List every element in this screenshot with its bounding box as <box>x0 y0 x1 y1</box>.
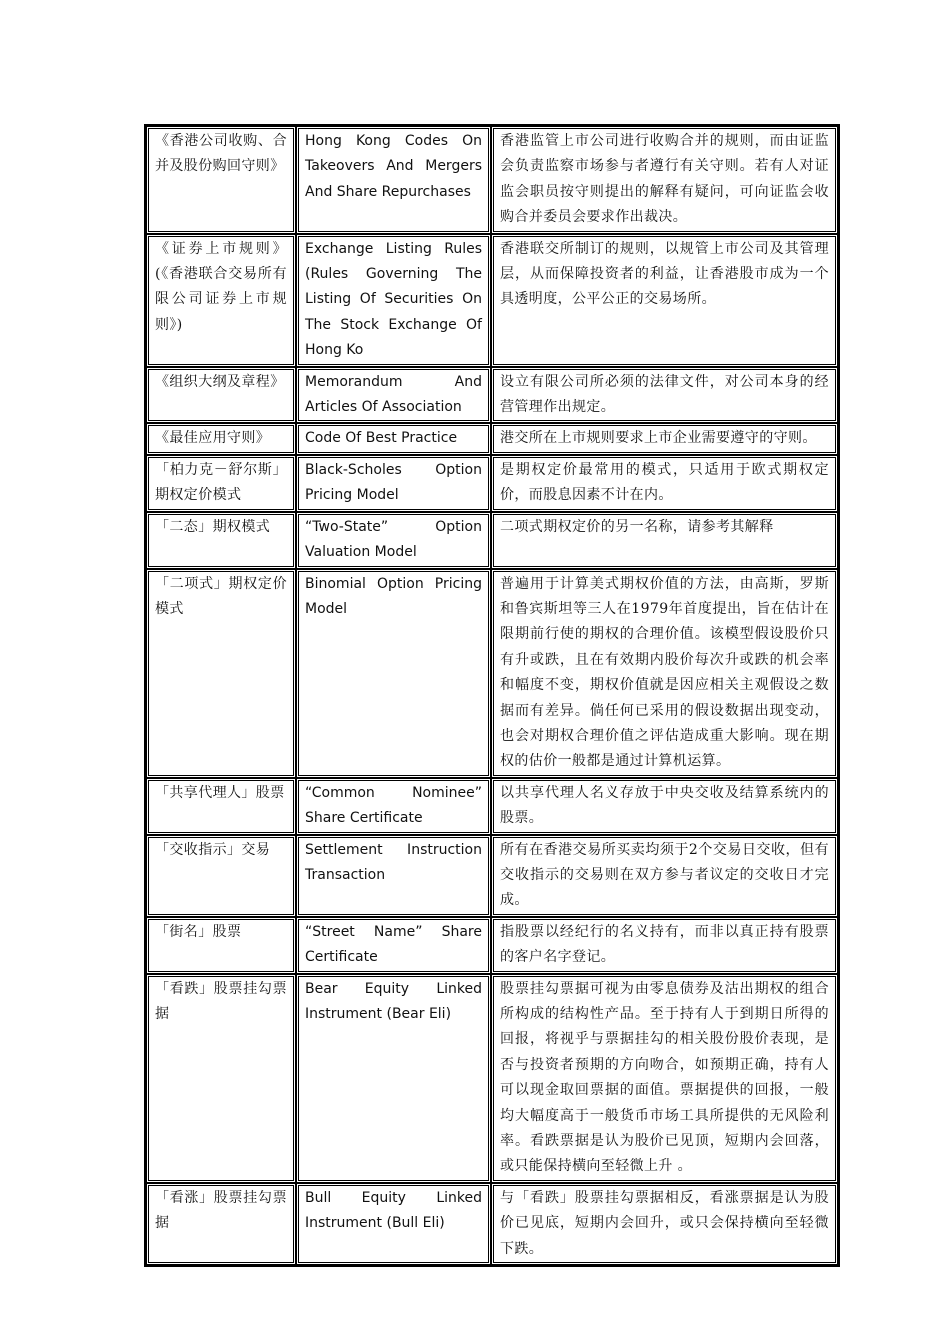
english-term-cell: Settlement Instruction Transaction <box>296 835 491 917</box>
description-cell: 指股票以经纪行的名义持有，而非以真正持有股票的客户名字登记。 <box>491 917 838 974</box>
chinese-term-cell: 「看涨」股票挂勾票据 <box>146 1183 296 1265</box>
description-cell: 与「看跌」股票挂勾票据相反，看涨票据是认为股价已见底，短期内会回升，或只会保持横向至轻微下跌。 <box>491 1183 838 1265</box>
english-term-cell: Bear Equity Linked Instrument (Bear Eli) <box>296 974 491 1183</box>
chinese-term-cell: 「二态」期权模式 <box>146 512 296 569</box>
chinese-term-cell: 《组织大纲及章程》 <box>146 367 296 424</box>
english-term-cell: Code Of Best Practice <box>296 423 491 454</box>
table-row <box>146 455 838 512</box>
description-cell: 普遍用于计算美式期权价值的方法，由高斯，罗斯和鲁宾斯坦等三人在1979年首度提出，旨在估计在限期前行使的期权的合理价值。该模型假设股价只有升或跌，且在有效期内股价每次升或跌的机会率和幅度不变，期权价值就是因应相关主观假设之数据而有差异。倘任何已采用的假设数据出现变动，也会对期权合理价值之评估造成重大影响。现在期权的估价一般都是通过计算机运算。 <box>491 569 838 778</box>
chinese-term-cell: 《证券上市规则》(《香港联合交易所有限公司证券上市规则》) <box>146 234 296 367</box>
table-row <box>146 569 838 778</box>
chinese-term-cell: 「看跌」股票挂勾票据 <box>146 974 296 1183</box>
table-row <box>146 512 838 569</box>
description-cell: 香港监管上市公司进行收购合并的规则，而由证监会负责监察市场参与者遵行有关守则。若有人对证监会职员按守则提出的解释有疑问，可向证监会收购合并委员会要求作出裁决。 <box>491 126 838 234</box>
chinese-term-cell: 「柏力克－舒尔斯」期权定价模式 <box>146 455 296 512</box>
table-row <box>146 423 838 454</box>
table-row <box>146 234 838 367</box>
table-row <box>146 835 838 917</box>
table-row <box>146 778 838 835</box>
table-row <box>146 974 838 1183</box>
english-term-cell: “Common Nominee” Share Certificate <box>296 778 491 835</box>
description-cell: 以共享代理人名义存放于中央交收及结算系统内的股票。 <box>491 778 838 835</box>
table-row <box>146 367 838 424</box>
description-cell: 香港联交所制订的规则，以规管上市公司及其管理层，从而保障投资者的利益，让香港股市成为一个具透明度，公平公正的交易场所。 <box>491 234 838 367</box>
table-row <box>146 126 838 234</box>
english-term-cell: Hong Kong Codes On Takeovers And Mergers And Share Repurchases <box>296 126 491 234</box>
chinese-term-cell: 「二项式」期权定价模式 <box>146 569 296 778</box>
description-cell: 二项式期权定价的另一名称，请参考其解释 <box>491 512 838 569</box>
chinese-term-cell: 《香港公司收购、合并及股份购回守则》 <box>146 126 296 234</box>
description-cell: 是期权定价最常用的模式，只适用于欧式期权定价，而股息因素不计在内。 <box>491 455 838 512</box>
description-cell: 港交所在上市规则要求上市企业需要遵守的守则。 <box>491 423 838 454</box>
english-term-cell: Binomial Option Pricing Model <box>296 569 491 778</box>
english-term-cell: Memorandum And Articles Of Association <box>296 367 491 424</box>
english-term-cell: Exchange Listing Rules (Rules Governing The Listing Of Securities On The Stock Exchange Of Hong Ko <box>296 234 491 367</box>
english-term-cell: “Street Name” Share Certificate <box>296 917 491 974</box>
table-row <box>146 1183 838 1265</box>
english-term-cell: Black-Scholes Option Pricing Model <box>296 455 491 512</box>
chinese-term-cell: 「共享代理人」股票 <box>146 778 296 835</box>
english-term-cell: Bull Equity Linked Instrument (Bull Eli) <box>296 1183 491 1265</box>
table-row <box>146 917 838 974</box>
description-cell: 股票挂勾票据可视为由零息债券及沽出期权的组合所构成的结构性产品。至于持有人于到期日所得的回报，将视乎与票据挂勾的相关股份股价表现，是否与投资者预期的方向吻合，如预期正确，持有人可以现金取回票据的面值。票据提供的回报，一般均大幅度高于一般货币市场工具所提供的无风险利率。看跌票据是认为股价已见顶，短期内会回落，或只能保持横向至轻微上升 。 <box>491 974 838 1183</box>
description-cell: 设立有限公司所必须的法律文件，对公司本身的经营管理作出规定。 <box>491 367 838 424</box>
chinese-term-cell: 「交收指示」交易 <box>146 835 296 917</box>
english-term-cell: “Two-State” Option Valuation Model <box>296 512 491 569</box>
description-cell: 所有在香港交易所买卖均须于2个交易日交收，但有交收指示的交易则在双方参与者议定的交收日才完成。 <box>491 835 838 917</box>
glossary-table <box>144 124 840 1267</box>
chinese-term-cell: 「街名」股票 <box>146 917 296 974</box>
chinese-term-cell: 《最佳应用守则》 <box>146 423 296 454</box>
